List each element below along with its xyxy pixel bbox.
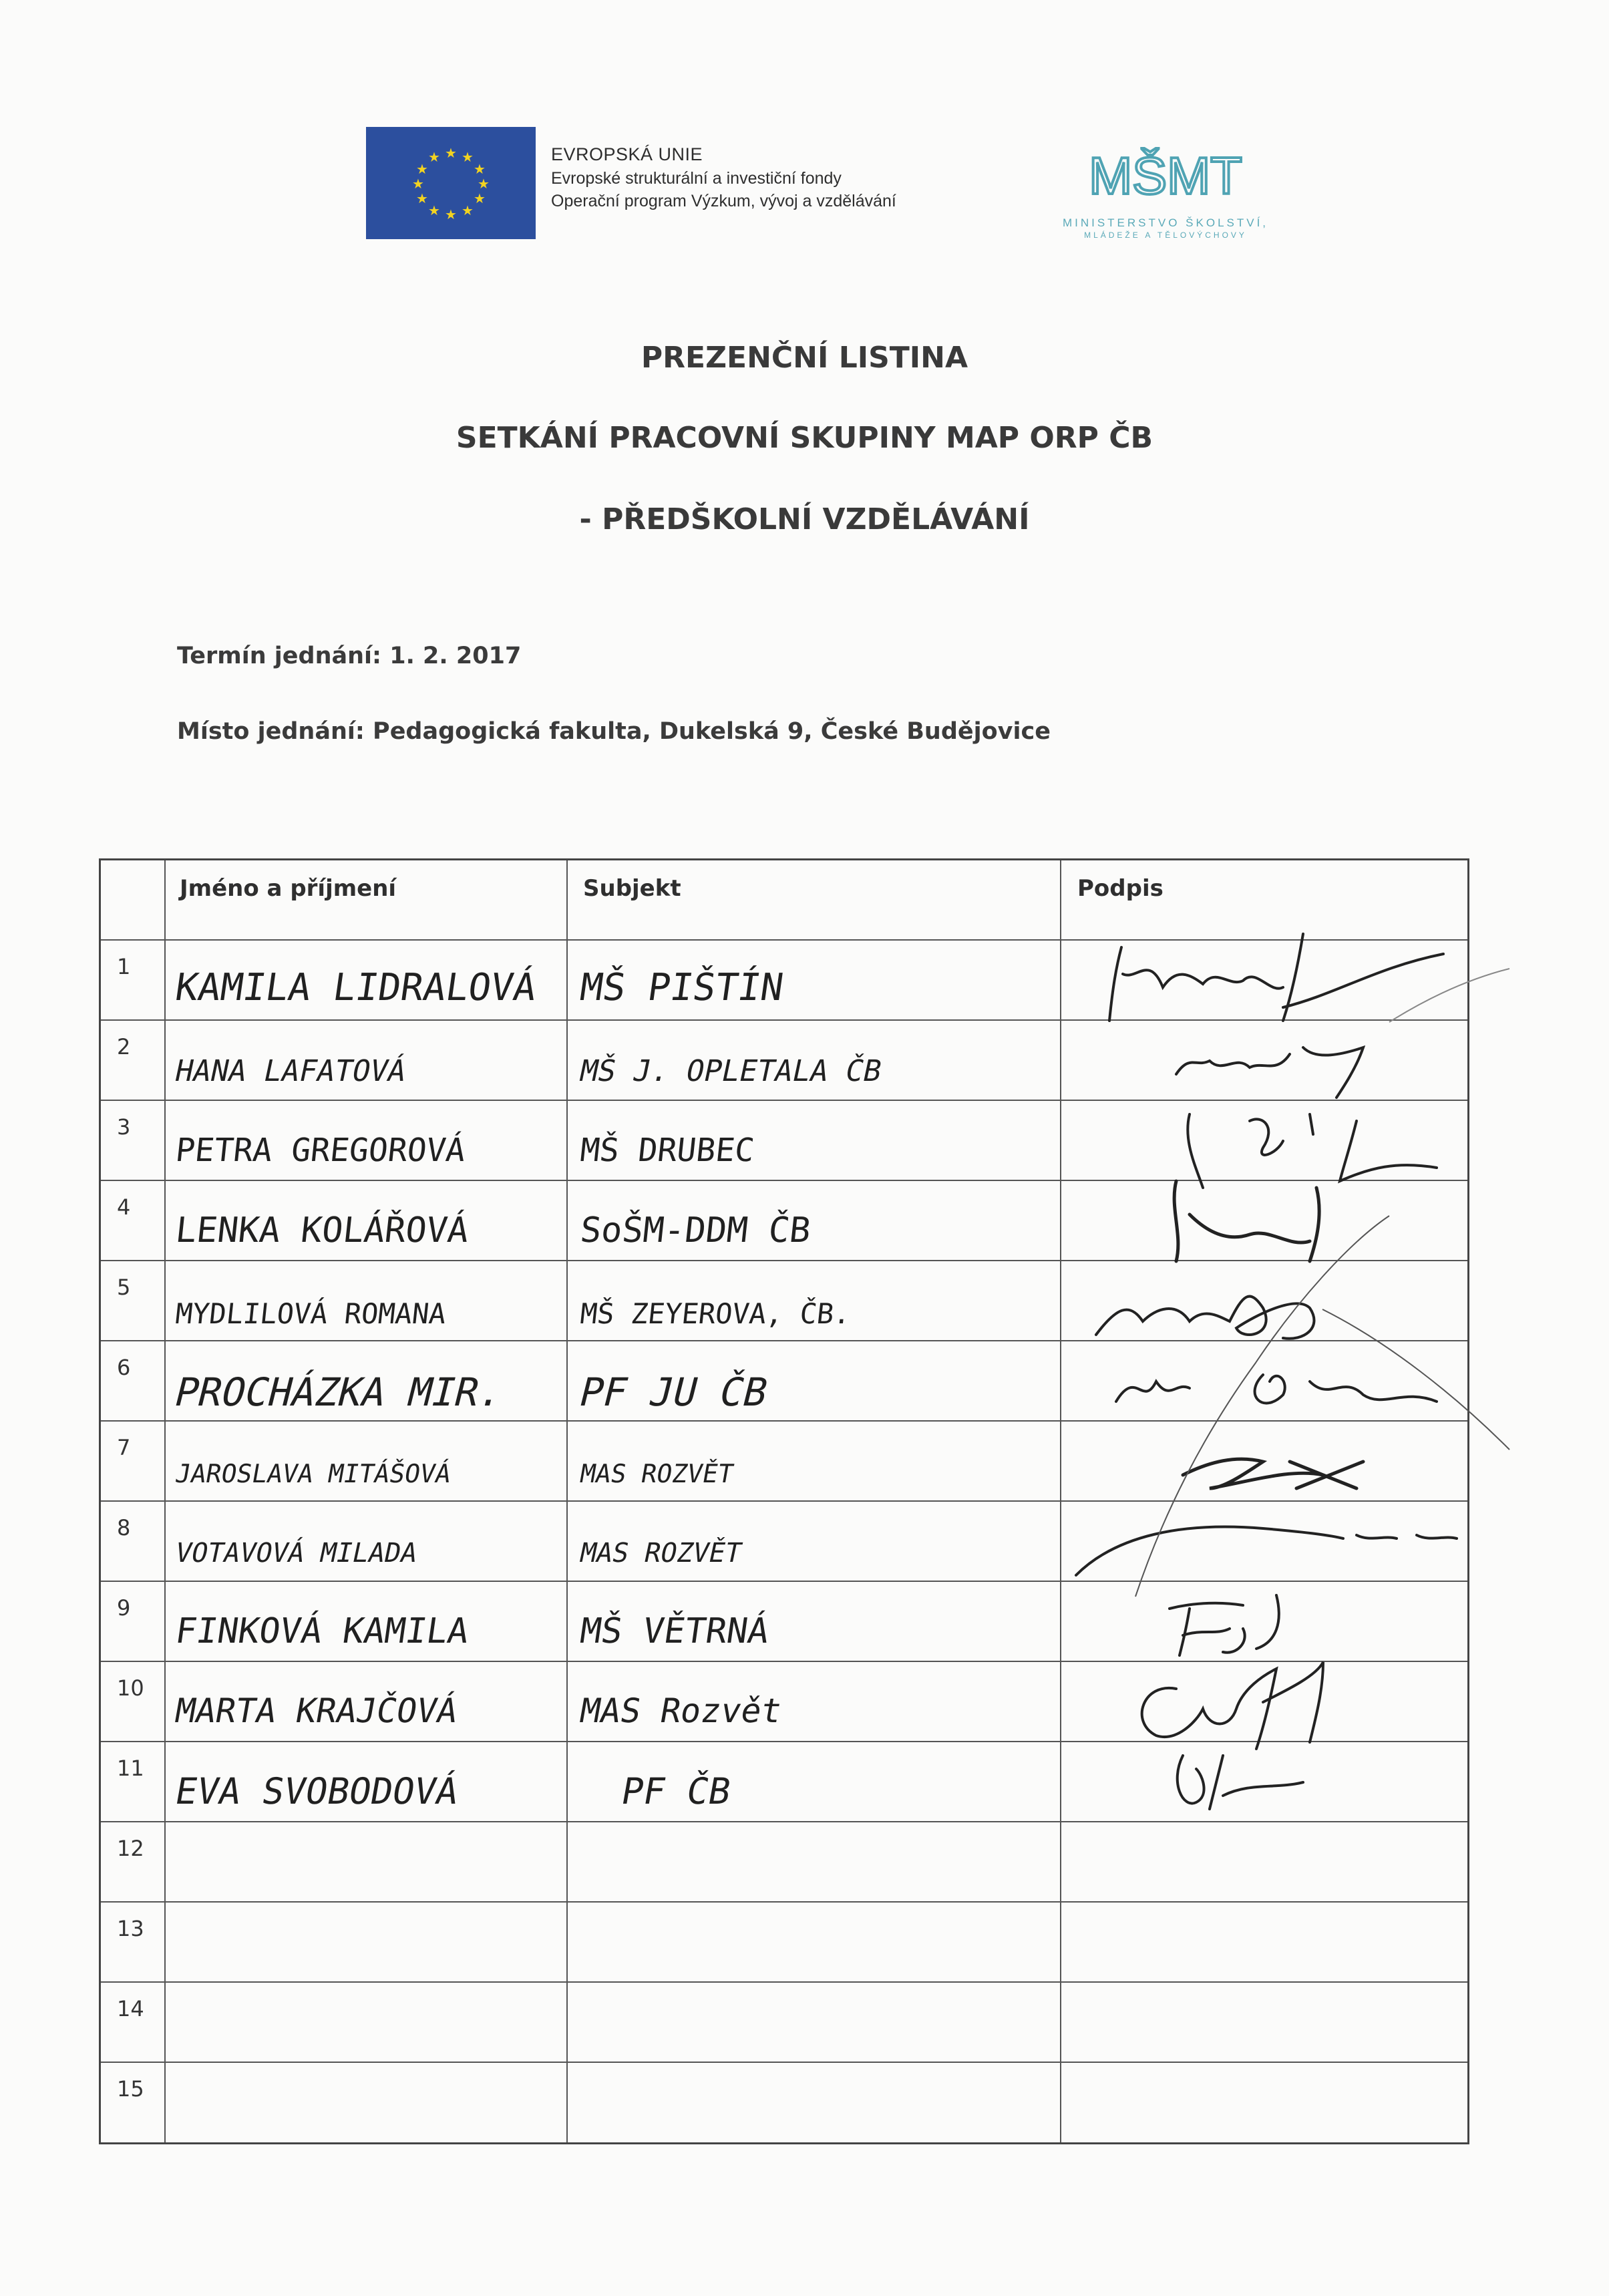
svg-text:★: ★ [416, 190, 428, 206]
table-row [101, 1021, 1467, 1101]
table-row [101, 1903, 1467, 1983]
svg-text:★: ★ [462, 149, 474, 165]
row-number: 13 [117, 1916, 144, 1941]
msmt-name-line2: MLÁDEŽE A TĚLOVÝCHOVY [1084, 230, 1247, 240]
attendee-subject: SoŠM-DDM ČB [578, 1210, 813, 1251]
table-row [101, 1181, 1467, 1261]
svg-text:★: ★ [416, 161, 428, 177]
attendee-name: HANA LAFATOVÁ [172, 1054, 409, 1088]
row-number: 10 [117, 1675, 144, 1701]
attendee-subject: MAS ROZVĚT [578, 1459, 736, 1488]
eu-title: EVROPSKÁ UNIE [551, 144, 703, 164]
signature-6 [1089, 1341, 1463, 1428]
signature-7 [1143, 1435, 1423, 1502]
msmt-name-line1: MINISTERSTVO ŠKOLSTVÍ, [1062, 216, 1269, 229]
table-row [101, 941, 1467, 1021]
signature-11 [1143, 1742, 1410, 1829]
meeting-date [177, 643, 521, 669]
attendee-subject: MŠ ZEYEROVA, ČB. [578, 1297, 853, 1330]
eu-flag-logo [366, 127, 536, 239]
attendee-subject: MŠ VĚTRNÁ [577, 1611, 771, 1651]
row-number: 5 [117, 1275, 131, 1300]
attendee-name: MYDLILOVÁ ROMANA [174, 1297, 448, 1330]
table-row [101, 1822, 1467, 1903]
attendee-name: FINKOVÁ KAMILA [172, 1611, 472, 1651]
row-number: 2 [117, 1034, 131, 1059]
eu-programme: Operační program Výzkum, vývoj a vzdělávání [551, 192, 896, 210]
table-row [101, 1341, 1467, 1422]
table-row [101, 1662, 1467, 1742]
header-subject: Subjekt [583, 875, 681, 902]
svg-text:★: ★ [428, 149, 440, 165]
signature-2 [1170, 1027, 1437, 1101]
msmt-monogram-icon [1089, 127, 1242, 214]
attendee-subject: MŠ DRUBEC [578, 1132, 757, 1169]
eu-programme-text [551, 142, 1019, 212]
signature-4 [1096, 1174, 1363, 1268]
header-signature: Podpis [1077, 875, 1164, 902]
attendance-table [99, 858, 1469, 2144]
svg-text:★: ★ [478, 176, 490, 192]
eu-stars-icon [366, 127, 536, 239]
eu-funds: Evropské strukturální a investiční fondy [551, 169, 842, 188]
svg-text:★: ★ [474, 190, 486, 206]
meeting-title: SETKÁNÍ PRACOVNÍ SKUPINY MAP ORP ČB [456, 421, 1153, 455]
svg-text:★: ★ [462, 202, 474, 218]
row-number: 8 [117, 1515, 131, 1540]
attendee-subject: PF JU ČB [574, 1369, 773, 1415]
meeting-date-value: 1. 2. 2017 [389, 643, 522, 669]
table-row [101, 1502, 1467, 1582]
signature-10 [1103, 1649, 1383, 1756]
signature-5 [1083, 1268, 1457, 1348]
attendee-subject: MŠ J. OPLETALA ČB [576, 1054, 885, 1088]
table-row [101, 1101, 1467, 1181]
attendee-name: VOTAVOVÁ MILADA [172, 1538, 421, 1569]
signature-8 [1063, 1508, 1463, 1589]
table-row [101, 1422, 1467, 1502]
row-number: 3 [117, 1114, 131, 1140]
svg-text:★: ★ [428, 202, 440, 218]
attendee-subject: MŠ PIŠTÍN [577, 966, 787, 1009]
table-row [101, 1742, 1467, 1822]
meeting-date-label: Termín jednání: [177, 643, 382, 669]
meeting-place-label: Místo jednání: [177, 718, 365, 745]
table-row [101, 1983, 1467, 2063]
attendee-subject: MAS ROZVĚT [577, 1538, 745, 1569]
row-number: 9 [117, 1595, 131, 1621]
row-number: 11 [117, 1756, 144, 1781]
row-number: 1 [117, 954, 131, 979]
svg-text:★: ★ [412, 176, 424, 192]
row-number: 4 [117, 1194, 131, 1220]
svg-text:★: ★ [445, 145, 457, 161]
attendee-name: MARTA KRAJČOVÁ [172, 1691, 461, 1730]
row-number: 15 [117, 2076, 144, 2102]
msmt-logo-lettering: MŠMT [1089, 146, 1242, 205]
row-number: 6 [117, 1355, 131, 1380]
attendee-subject: PF ČB [618, 1770, 735, 1812]
attendee-name: KAMILA LIDRALOVÁ [172, 966, 540, 1009]
row-number: 7 [117, 1435, 131, 1460]
svg-text:★: ★ [445, 206, 457, 222]
row-number: 14 [117, 1996, 144, 2021]
meeting-place-value: Pedagogická fakulta, Dukelská 9, České Budějovice [373, 718, 1051, 745]
signature-1 [1083, 927, 1457, 1027]
meeting-subtitle: - PŘEDŠKOLNÍ VZDĚLÁVÁNÍ [579, 502, 1030, 536]
document-title: PREZENČNÍ LISTINA [641, 341, 968, 375]
row-number: 12 [117, 1836, 144, 1861]
attendee-name: PETRA GREGOROVÁ [174, 1132, 468, 1169]
table-row [101, 1261, 1467, 1341]
meeting-place [177, 718, 1051, 745]
attendee-name: JAROSLAVA MITÁŠOVÁ [173, 1459, 454, 1488]
attendee-subject: MAS Rozvět [576, 1691, 785, 1730]
svg-text:★: ★ [474, 161, 486, 177]
header-name: Jméno a příjmení [180, 875, 397, 902]
attendee-name: EVA SVOBODOVÁ [172, 1770, 462, 1812]
table-row [101, 2063, 1467, 2142]
attendee-name: PROCHÁZKA MIR. [170, 1369, 508, 1415]
msmt-logo [1042, 127, 1289, 254]
attendee-name: LENKA KOLÁŘOVÁ [173, 1210, 471, 1251]
